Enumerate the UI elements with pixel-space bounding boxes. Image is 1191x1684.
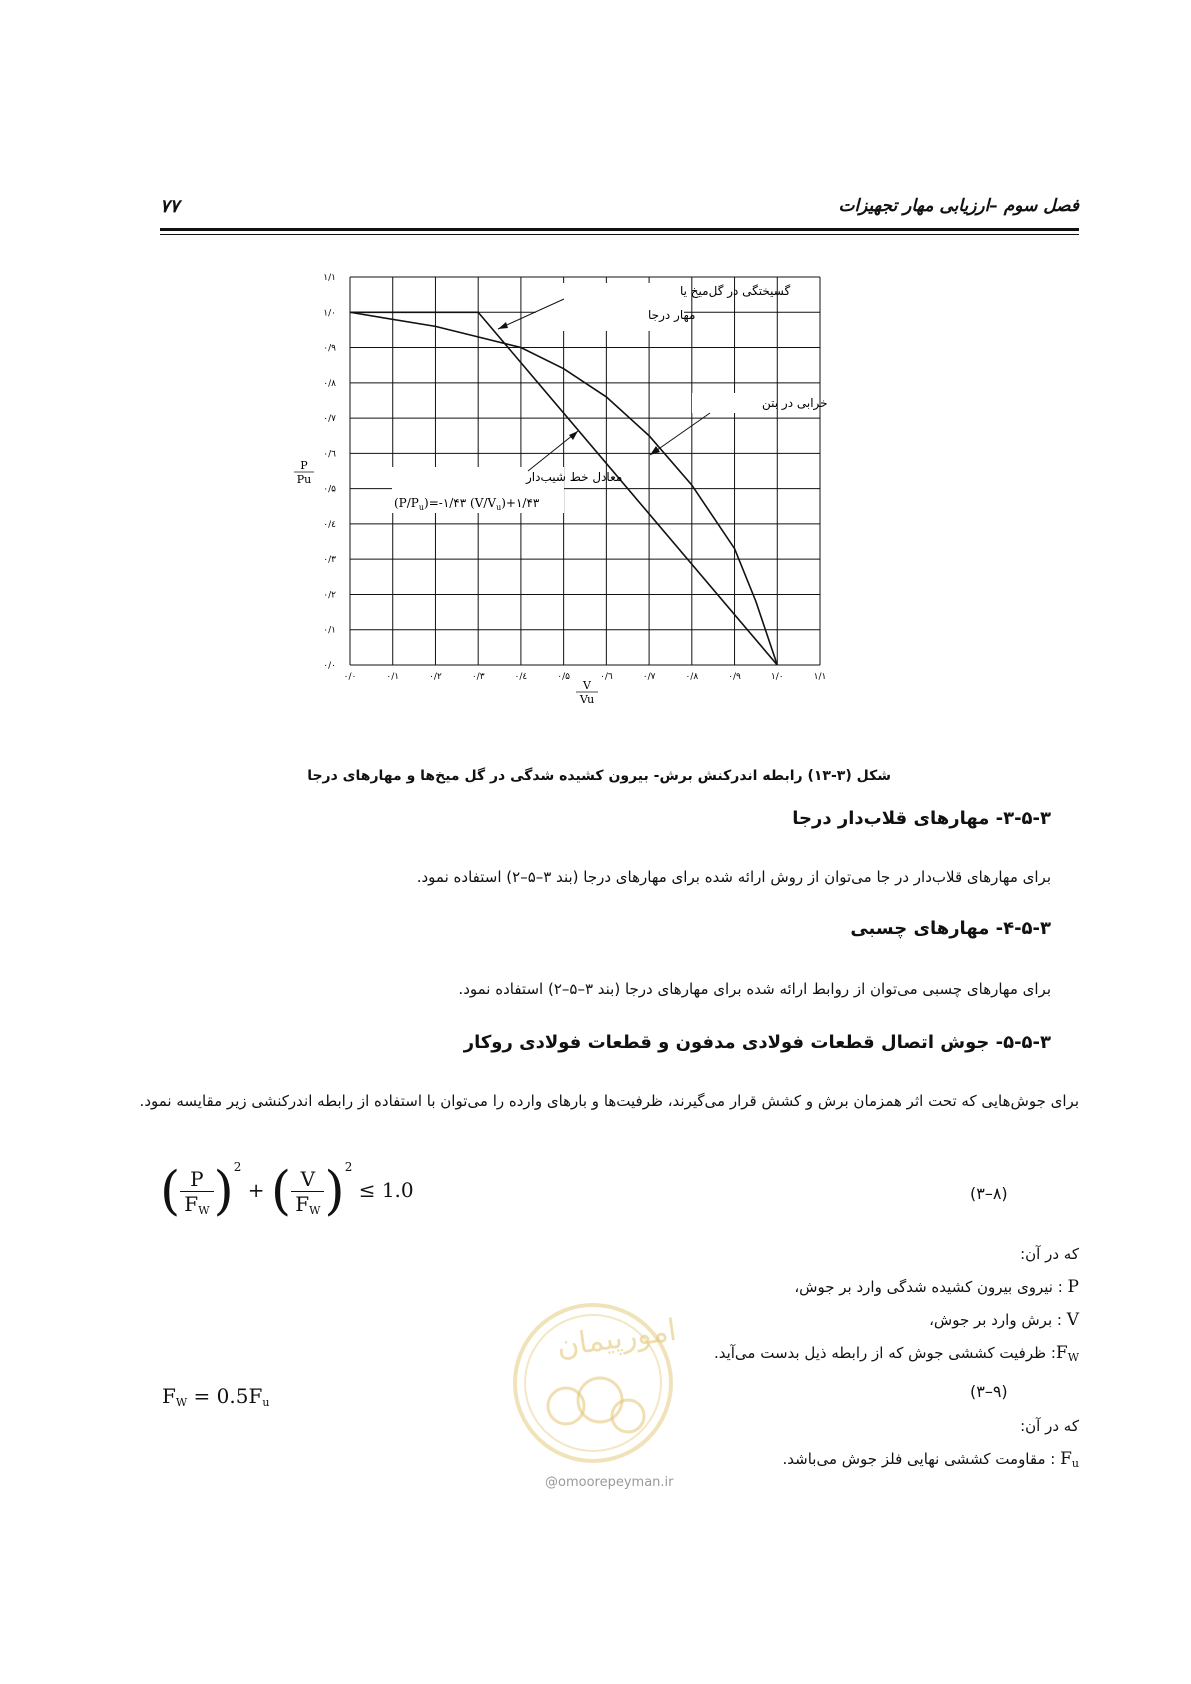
- x-tick-label: ۰/۹: [728, 672, 741, 682]
- x-tick-label: ۰/۲: [429, 672, 442, 682]
- x-tick-label: ۰/٦: [600, 672, 613, 682]
- slope-annotation-equation: $(P/P_u)=-۱/۴۳$ $(V/V_u)+۱/۴۳$: [394, 496, 540, 512]
- x-tick-label: ۰/۰: [343, 672, 357, 682]
- x-tick-label: ۰/٤: [514, 672, 528, 682]
- section-4-text: برای مهارهای چسبی می‌توان از روابط ارائه شده برای مهارهای درجا (بند ۳–۵–۲) استفاده نمود.: [458, 980, 1051, 998]
- watermark-logo-text: امورپیمان: [554, 1312, 679, 1365]
- def-v: V : برش وارد بر جوش،: [929, 1310, 1079, 1330]
- x-tick-label: ۱/۱: [813, 672, 827, 682]
- section-4-heading: ۴-۵-۳- مهارهای چسبی: [850, 918, 1051, 939]
- section-5-heading: ۵-۵-۳- جوش اتصال قطعات فولادی مدفون و قطعات فولادی روکار: [463, 1032, 1051, 1053]
- steel-annotation-line1: گسیختگی در گل‌میخ یا: [680, 284, 791, 298]
- equation-8-number: (۳–۸): [970, 1184, 1008, 1203]
- interaction-chart: [296, 273, 900, 765]
- page-number: ۷۷: [160, 196, 180, 217]
- y-tick-label: ۰/٦: [323, 449, 336, 460]
- chapter-title: فصل سوم –ارزیابی مهار تجهیزات: [838, 196, 1079, 216]
- header-rule-thick: [160, 228, 1079, 231]
- x-tick-label: ۰/۵: [557, 672, 570, 682]
- definitions-block-1: [714, 1238, 1079, 1374]
- steel-annotation-line2: مهار درجا: [648, 308, 696, 322]
- def-fu: $F_u$ : مقاومت کششی نهایی فلز جوش می‌باشد.: [782, 1449, 1079, 1470]
- y-tick-label: ۰/۳: [323, 555, 336, 566]
- x-tick-label: ۰/۸: [685, 672, 699, 682]
- y-tick-label: ۰/۹: [323, 343, 336, 354]
- x-tick-label: ۰/۳: [471, 672, 485, 682]
- x-tick-label: ۰/۷: [642, 672, 656, 682]
- equation-9-number: (۳–۹): [970, 1382, 1008, 1401]
- definitions-intro-2: که در آن:: [1020, 1417, 1079, 1435]
- x-label-num: V: [583, 679, 591, 692]
- watermark-logo: [488, 1288, 698, 1468]
- x-tick-label: ۰/۱: [386, 672, 400, 682]
- section-3-heading: ۳-۵-۳- مهارهای قلاب‌دار درجا: [792, 808, 1051, 829]
- x-tick-label: ۱/۰: [770, 672, 784, 682]
- def-fw: $F_W$: ظرفیت کششی جوش که از رابطه ذیل بدست می‌آید.: [713, 1343, 1079, 1364]
- def-p: P : نیروی بیرون کشیده شدگی وارد بر جوش،: [794, 1277, 1079, 1297]
- y-tick-label: ۰/۵: [323, 484, 336, 495]
- equation-8: ( $\frac{P}{F_W}$ )$^2$ + ( $\frac{V}{F_W}$ )$^2$ ≤ 1.0: [160, 1160, 414, 1222]
- section-3-text: برای مهارهای قلاب‌دار در جا می‌توان از روش ارائه شده برای مهارهای درجا (بند ۳–۵–۲) استفاده نمود.: [416, 868, 1051, 886]
- y-tick-label: ۰/۱: [323, 625, 336, 636]
- y-tick-label: ۱/۰: [323, 308, 336, 319]
- concrete-annotation: خرابی در بتن: [762, 396, 828, 410]
- equation-9: $F_W = 0.5F_u$: [162, 1384, 270, 1409]
- y-tick-label: ۰/۲: [323, 590, 336, 601]
- y-tick-label: ۰/۰: [323, 661, 336, 671]
- y-tick-label: ۰/٤: [323, 519, 336, 530]
- section-5-text: برای جوش‌هایی که تحت اثر همزمان برش و کشش قرار می‌گیرند، ظرفیت‌ها و بارهای وارده را می‌توان با استفاده از رابطه اندرکنشی زیر مقایسه نمود.: [139, 1092, 1079, 1110]
- definitions-block-2: [782, 1410, 1079, 1480]
- x-label-den: Vu: [579, 693, 595, 706]
- watermark-url: @omoorepeyman.ir: [545, 1475, 674, 1490]
- y-tick-labels: [323, 273, 336, 671]
- slope-arrow: [528, 431, 578, 471]
- header-rule-thin: [160, 234, 1079, 235]
- y-tick-label: ۰/۸: [323, 378, 336, 389]
- figure-caption: شکل (۳-۱۳) رابطه اندرکنش برش- بیرون کشیده شدگی در گل میخ‌ها و مهارهای درجا: [307, 768, 891, 784]
- definitions-intro-1: که در آن:: [1020, 1245, 1079, 1263]
- steel-arrowhead: [498, 322, 508, 329]
- y-label-num: P: [300, 459, 308, 472]
- y-tick-label: ۱/۱: [323, 273, 336, 283]
- steel-annotation-box: [536, 283, 684, 331]
- slope-annotation-label: معادل خط شیب‌دار: [526, 470, 623, 484]
- concrete-arrow: [650, 413, 710, 455]
- concrete-annotation-box: [692, 393, 770, 413]
- y-label-den: Pu: [296, 473, 312, 486]
- y-tick-label: ۰/۷: [323, 414, 336, 425]
- slope-arrowhead: [569, 431, 578, 440]
